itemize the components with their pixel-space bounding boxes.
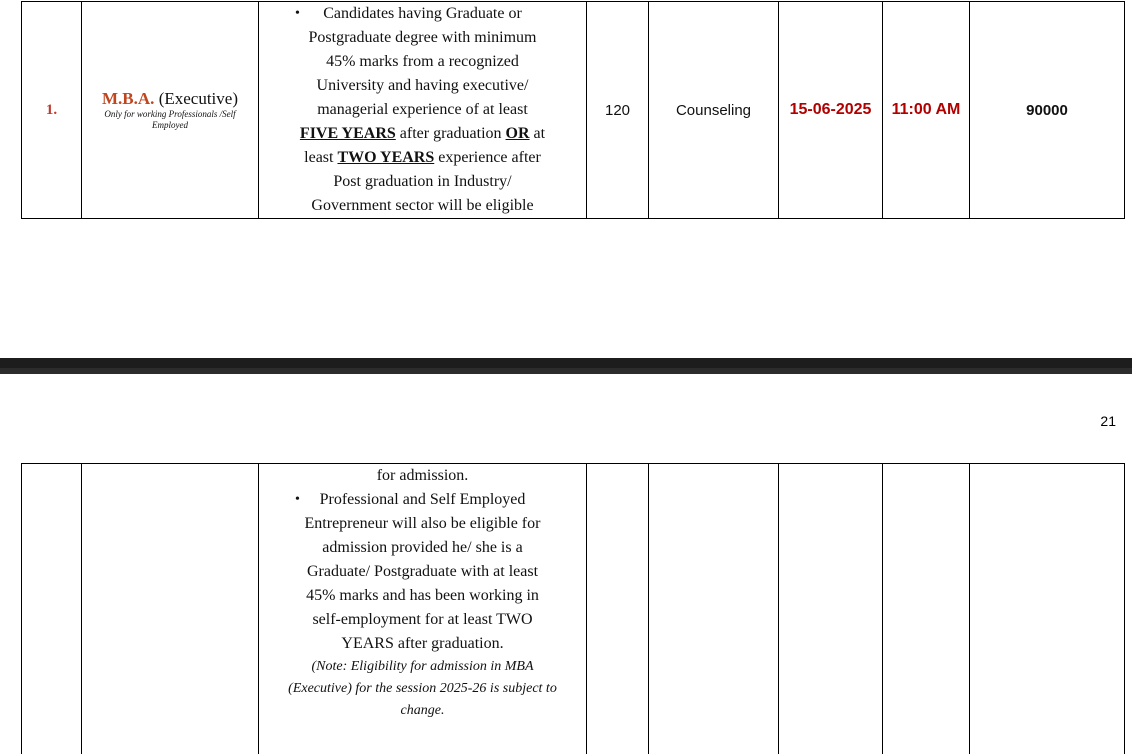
programme-cell: [82, 464, 259, 754]
eligibility-text: at: [533, 125, 546, 142]
programme-cell: [82, 2, 259, 219]
page-separator: [0, 358, 1132, 374]
programme-suffix: (Executive): [158, 89, 238, 108]
serial-number: 1.: [45, 102, 58, 118]
fee-cell: 90000: [970, 2, 1125, 219]
admission-mode-cell: Counseling: [649, 2, 779, 219]
eligibility-line: managerial experience of at least: [317, 101, 528, 118]
eligibility-line: 45% marks and has been working in: [306, 587, 539, 604]
programme-abbr: M.B.A.: [102, 89, 155, 108]
eligibility-line: YEARS after graduation.: [341, 635, 504, 652]
eligibility-line: [273, 2, 572, 26]
bullet-icon: •: [295, 492, 300, 507]
programme-note: Only for working Professionals /Self Employed: [104, 109, 236, 130]
eligibility-text: Professional and Self Employed: [319, 491, 526, 508]
table-row: [22, 2, 1125, 219]
eligibility-line: for admission.: [376, 467, 469, 484]
programme-name: [82, 89, 258, 109]
admission-mode-cell: [649, 464, 779, 754]
eligibility-note: (Note: Eligibility for admission in MBA: [311, 659, 534, 674]
eligibility-line: Postgraduate degree with minimum: [308, 29, 537, 46]
seats-cell: 120: [587, 2, 649, 219]
counseling-time-cell: [883, 464, 970, 754]
eligibility-line: [273, 488, 572, 512]
eligibility-cell: [259, 2, 587, 219]
eligibility-line: 45% marks from a recognized: [326, 53, 519, 70]
eligibility-cell: [259, 464, 587, 754]
eligibility-line: Post graduation in Industry/: [333, 173, 512, 190]
bullet-icon: •: [295, 6, 300, 21]
eligibility-text: least: [304, 149, 334, 166]
eligibility-line: admission provided he/ she is a: [322, 539, 523, 556]
fee-cell: [970, 464, 1125, 754]
eligibility-text: experience after: [438, 149, 541, 166]
counseling-time-cell: 11:00 AM: [883, 2, 970, 219]
serial-number-cell: [22, 2, 82, 219]
serial-number-cell: [22, 464, 82, 754]
eligibility-text: Candidates having Graduate or: [323, 5, 522, 22]
admission-table-row-1-continued: [21, 463, 1125, 754]
eligibility-line: [273, 146, 572, 170]
eligibility-note: (Executive) for the session 2025-26 is subject to: [288, 681, 557, 696]
counseling-date-cell: [779, 464, 883, 754]
seats-cell: [587, 464, 649, 754]
emphasis-two-years: TWO YEARS: [337, 149, 435, 166]
counseling-date-cell: 15-06-2025: [779, 2, 883, 219]
eligibility-line: University and having executive/: [316, 77, 529, 94]
emphasis-or: OR: [505, 125, 530, 142]
admission-table-row-1: [21, 1, 1125, 219]
page-number: 21: [1100, 413, 1116, 429]
eligibility-line: Entrepreneur will also be eligible for: [304, 515, 541, 532]
eligibility-line: Government sector will be eligible: [311, 197, 534, 214]
emphasis-five-years: FIVE YEARS: [299, 125, 396, 142]
table-row: [22, 464, 1125, 754]
eligibility-line: self-employment for at least TWO: [312, 611, 533, 628]
eligibility-line: Graduate/ Postgraduate with at least: [306, 563, 539, 580]
eligibility-text: after graduation: [399, 125, 502, 142]
eligibility-line: [273, 122, 572, 146]
eligibility-note: change.: [400, 703, 445, 718]
